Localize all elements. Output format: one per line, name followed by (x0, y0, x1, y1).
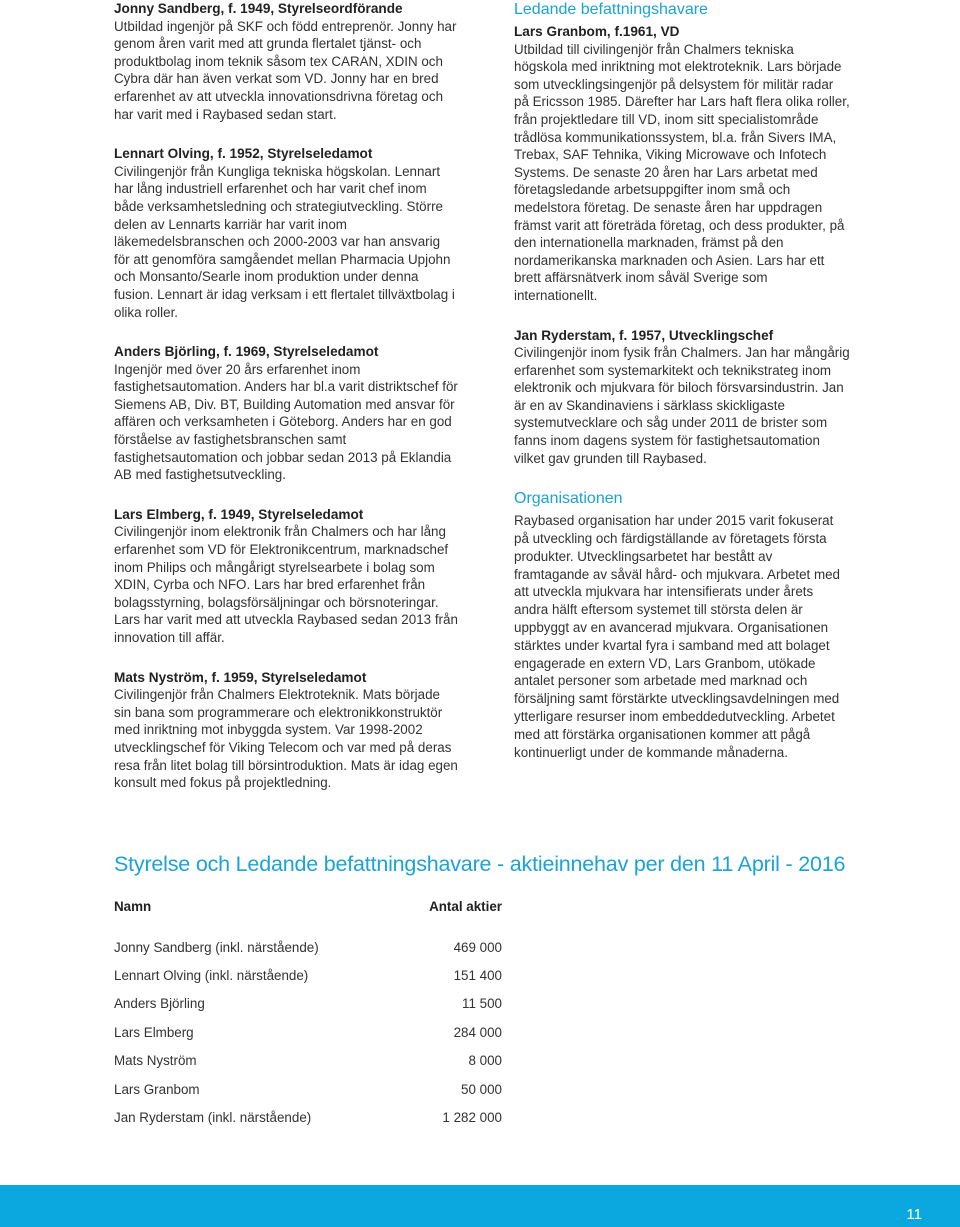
holder-name: Jonny Sandberg (inkl. närstående) (114, 939, 319, 955)
holdings-header-name: Namn (114, 898, 152, 914)
holdings-table (114, 896, 502, 1132)
bio-lars-granbom (514, 23, 850, 305)
table-row (114, 933, 502, 961)
management-heading: Ledande befattningshavare (514, 1, 708, 18)
bio-anders-bjorling (114, 343, 459, 484)
holder-shares: 284 000 (453, 1024, 502, 1040)
holder-shares: 1 282 000 (442, 1110, 502, 1126)
table-row (114, 1103, 502, 1131)
holder-shares: 11 500 (462, 996, 502, 1012)
bio-text: Civilingenjör inom fysik från Chalmers. Jan har mångårig erfarenhet som systemarkitekt och teknikstrateg inom elektronik och mjukvara för biloch försvarsindustrin. Jan är en av Skandinaviens i särklass skickligaste systemutvecklare och såg under 2011 de brister som fanns inom dagens system för fastighetsautomation vilket gav grunden till Raybased. (514, 345, 850, 466)
bio-text: Civilingenjör inom elektronik från Chalmers och har lång erfarenhet som VD för Elektronikcentrum, marknadschef inom Philips och mångårigt styrelsearbete i bolag som XDIN, Cyrba och NFO. Lars har bred erfarenhet från bolagsstyrning, bolagsförsäljningar och börsnoteringar. Lars har varit med att utveckla Raybased sedan 2013 från innovation till affär. (114, 524, 458, 645)
table-row (114, 961, 502, 989)
bio-text: Civilingenjör från Chalmers Elektroteknik. Mats började sin bana som programmerare och elektronikkonstruktör med inriktning mot inbyggda system. Var 1998-2002 utvecklingschef för Viking Telecom och var med på deras resa från litet bolag till börsintroduktion. Mats är idag egen konsult med fokus på projektledning. (114, 687, 458, 791)
holdings-header-row (114, 896, 502, 916)
bio-text: Utbildad ingenjör på SKF och född entreprenör. Jonny har genom åren varit med att grunda flertalet tjänst- och produktbolag inom teknik såsom tex CARAN, XDIN och Cybra där han även verkat som VD. Jonny har en bred erfarenhet av att utveckla innovationsdrivna företag och har varit med i Raybased sedan start. (114, 18, 457, 122)
bio-jan-ryderstam (514, 327, 850, 468)
bio-jonny-sandberg (114, 0, 459, 123)
page-number: 11 (906, 1206, 922, 1223)
holder-name: Lennart Olving (inkl. närstående) (114, 968, 309, 984)
table-row (114, 1075, 502, 1103)
table-row (114, 1047, 502, 1075)
bio-name: Lars Granbom, f.1961, VD (514, 24, 680, 39)
footer-bar (0, 1185, 960, 1227)
bio-text: Ingenjör med över 20 års erfarenhet inom fastighetsautomation. Anders har bl.a varit distriktschef för Siemens AB, Div. BT, Building Automation med ansvar för affären och verksamheten i Göteborg. Anders har en god förståelse av fastighetsbranschen samt fastighetsautomation och jobbar sedan 2013 på Eklandia AB med fastighetsutveckling. (114, 361, 458, 483)
left-column (114, 0, 459, 814)
right-column (514, 0, 850, 761)
table-row (114, 990, 502, 1018)
holdings-title: Styrelse och Ledande befattningshavare - aktieinnehav per den 11 April - 2016 (114, 852, 846, 876)
holder-name: Lars Granbom (114, 1081, 200, 1097)
bio-name: Mats Nyström, f. 1959, Styrelseledamot (114, 669, 367, 685)
bio-lars-elmberg (114, 506, 459, 647)
bio-lennart-olving (114, 145, 459, 321)
holder-name: Jan Ryderstam (inkl. närstående) (114, 1110, 312, 1126)
holder-name: Lars Elmberg (114, 1024, 194, 1040)
bio-name: Lennart Olving, f. 1952, Styrelseledamot (114, 146, 373, 162)
bio-name: Anders Björling, f. 1969, Styrelseledamot (114, 344, 379, 360)
holder-shares: 8 000 (468, 1053, 502, 1069)
holder-name: Mats Nyström (114, 1053, 197, 1069)
bio-name: Lars Elmberg, f. 1949, Styrelseledamot (114, 506, 364, 522)
holder-shares: 151 400 (453, 968, 502, 984)
organisation-text: Raybased organisation har under 2015 varit fokuserat på utveckling och färdigställande av företagets första produkter. Utvecklingsarbetet har bestått av framtagande av såväl hård- och mjukvara. Arbetet med att utveckla mjukvara har intensifierats under årets andra hälft eftersom systemet till största delen är uppbyggt av en avancerad mjukvara. Organisationen stärktes under kvartal fyra i samband med att bolaget engagerade en extern VD, Lars Granbom, utökade antalet personer som arbetade med marknad och försäljning samt förstärkte utvecklingsavdelningen med ytterligare resurser inom embeddedutveckling. Arbetet med att förstärka organisationen kommer att pågå kontinuerligt under de kommande månaderna. (514, 513, 841, 760)
table-row (114, 1018, 502, 1046)
holder-name: Anders Björling (114, 996, 205, 1012)
bio-mats-nystrom (114, 669, 459, 792)
holder-shares: 469 000 (453, 939, 502, 955)
bio-text: Utbildad till civilingenjör från Chalmers tekniska högskola med inriktning mot elektroteknik. Lars började som utvecklingsingenjör på delsystem för militär radar på Ericsson 1985. Därefter har Lars haft flera olika roller, från projektledare till VD, inom sitt specialistområde trådlösa kommunikationssystem, bl.a. från Sivers IMA, Trebax, SAF Tehnika, Viking Microwave och Infotech Systems. De senaste 20 åren har Lars arbetat med företagsledande arbetsuppgifter inom små och medelstora företag. De senaste åren har uppdragen främst varit att företräda företag, och dess produkter, på den internationella marknaden, främst på den nordamerikanska marknaden och Asien. Lars har ett brett affärsnätverk inom såväl Sverige som internationellt. (514, 41, 850, 303)
bio-name: Jan Ryderstam, f. 1957, Utvecklingschef (514, 327, 774, 343)
bio-name: Jonny Sandberg, f. 1949, Styrelseordförande (114, 1, 403, 16)
bio-text: Civilingenjör från Kungliga tekniska högskolan. Lennart har lång industriell erfarenhet och har varit chef inom både verksamhetsledning och strategiutveckling. Större delen av Lennarts karriär har varit inom läkemedelsbranschen och 2000-2003 var han ansvarig för att genomföra samgåendet mellan Pharmacia Upjohn och Monsanto/Searle inom produktion under denna fusion. Lennart är idag verksam i ett flertalet tillväxtbolag i olika roller. (114, 163, 455, 320)
holdings-header-value: Antal aktier (429, 898, 502, 914)
organisation-heading: Organisationen (514, 490, 623, 508)
holder-shares: 50 000 (461, 1081, 502, 1097)
